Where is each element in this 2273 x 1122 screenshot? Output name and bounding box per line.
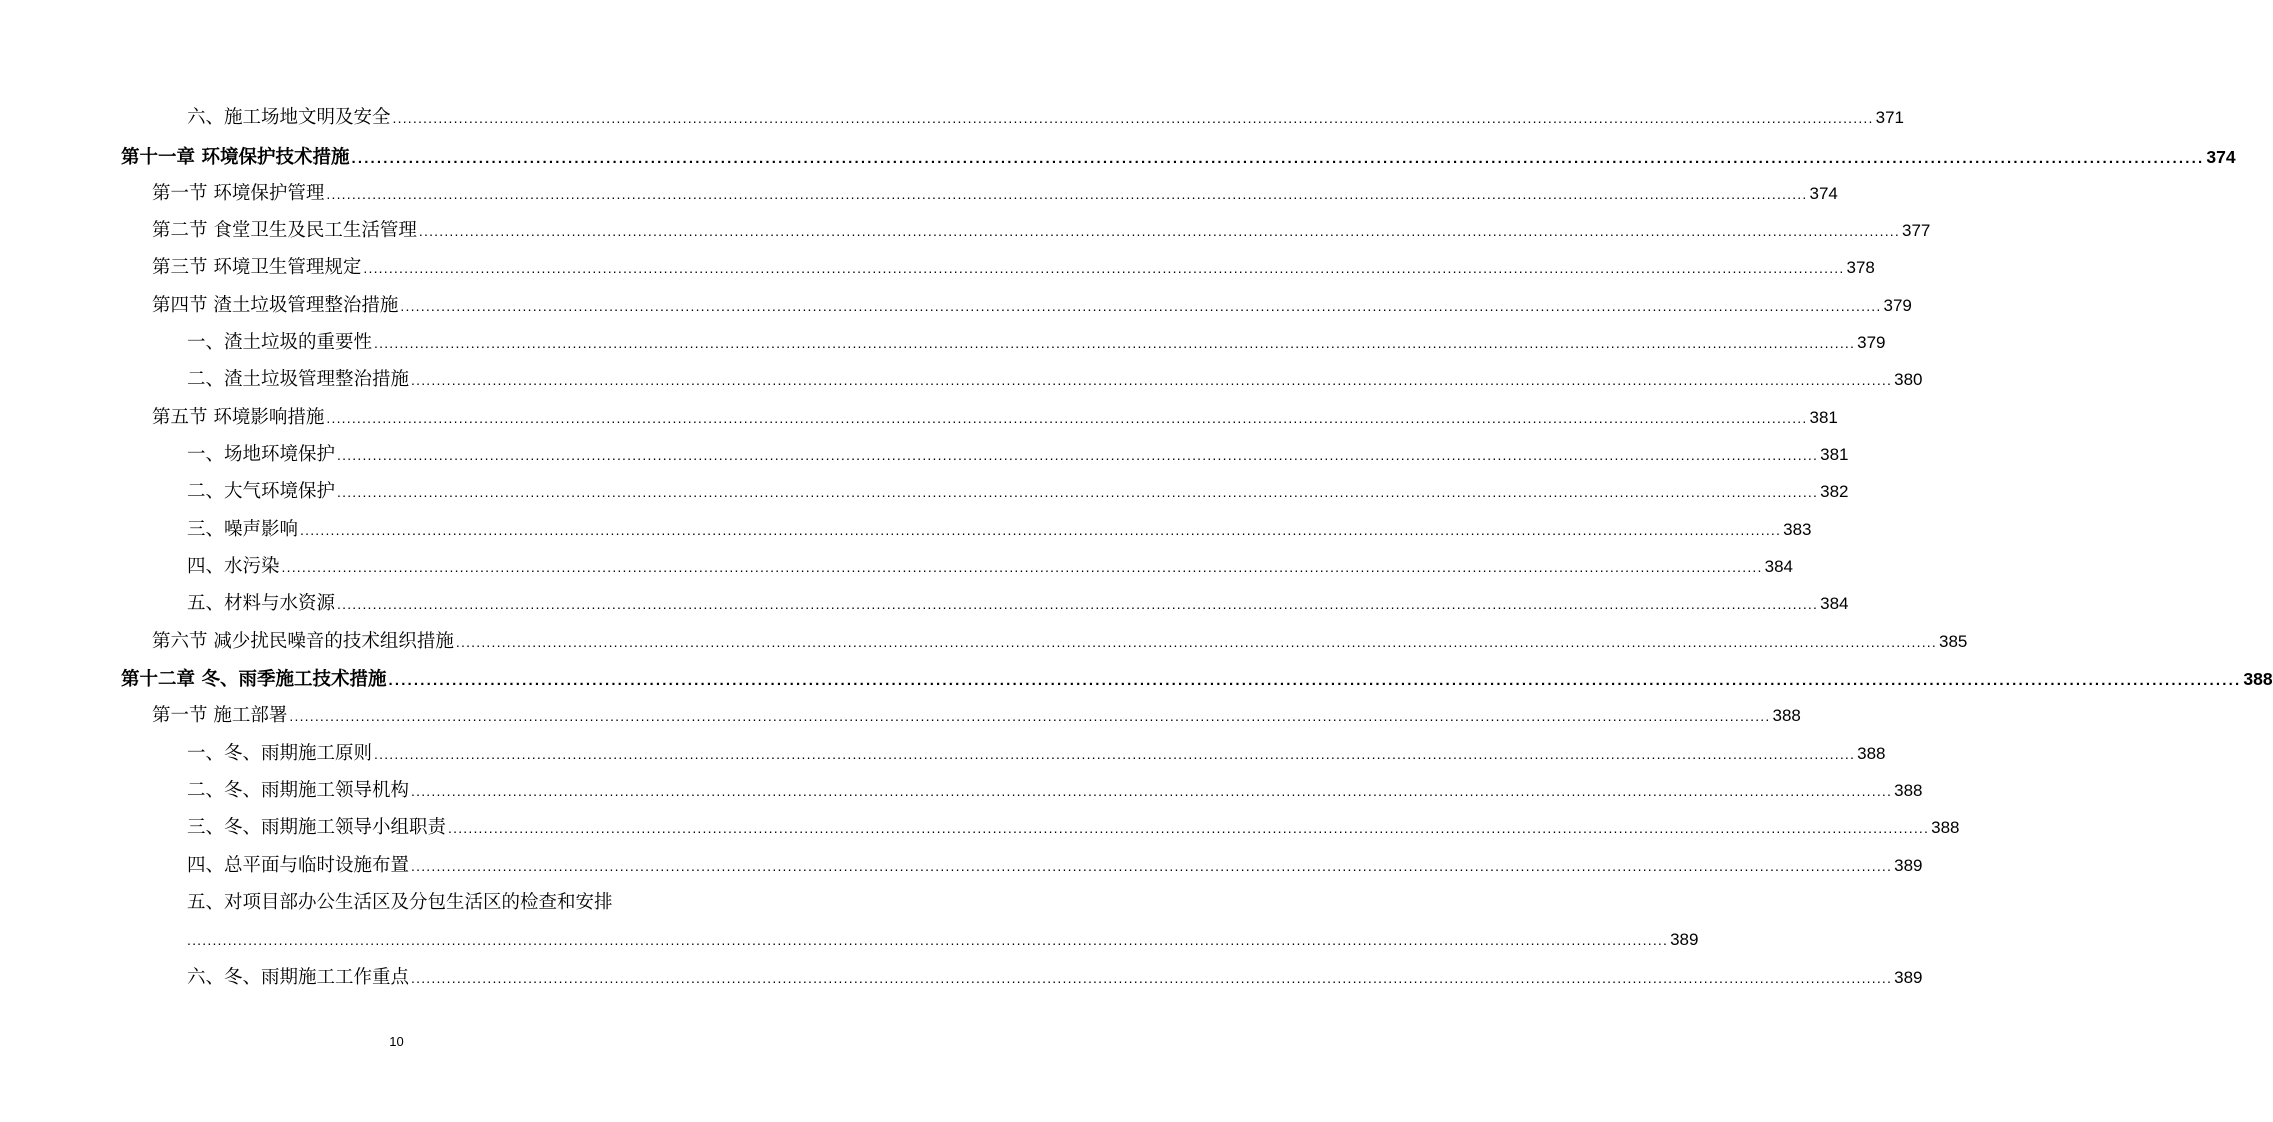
toc-entry-page: 381 xyxy=(1809,408,1838,427)
toc-entry-page: 389 xyxy=(1894,856,1923,875)
toc-dot-leader: ................................................................................................................................................................................................................................................................................................... xyxy=(326,186,1808,202)
toc-dot-leader: ................................................................................................................................................................................................................................................................................................... xyxy=(374,335,1856,351)
toc-entry-title: 一、冬、雨期施工原则 xyxy=(187,743,373,764)
toc-entry-title: 第十一章 环境保护技术措施 xyxy=(121,147,350,168)
toc-entry-page: 388 xyxy=(2243,669,2273,689)
toc-entry-title: 第三节 环境卫生管理规定 xyxy=(152,257,362,278)
toc-dot-leader: ................................................................................................................................................................................................................................................................................................... xyxy=(300,522,1782,538)
toc-dot-leader: ................................................................................................................................................................................................................................................................................................... xyxy=(363,260,1845,276)
toc-entry-title: 第二节 食堂卫生及民工生活管理 xyxy=(152,220,417,241)
toc-entry[interactable] xyxy=(0,366,1923,394)
toc-entry-page: 371 xyxy=(1875,108,1904,127)
toc-dot-leader: ................................................................................................................................................................................................................................................................................................... xyxy=(455,634,1937,650)
toc-entry-title: 六、冬、雨期施工工作重点 xyxy=(187,967,410,988)
toc-entry[interactable] xyxy=(0,702,1801,730)
toc-entry-title: 四、总平面与临时设施布置 xyxy=(187,855,410,876)
toc-entry[interactable] xyxy=(0,254,1875,282)
toc-dot-leader: ................................................................................................................................................................................................................................................................................................... xyxy=(388,672,2242,689)
toc-dot-leader: ................................................................................................................................................................................................................................................................................................... xyxy=(374,746,1856,762)
toc-dot-leader: ................................................................................................................................................................................................................................................................................................... xyxy=(411,970,1893,986)
toc-entry[interactable] xyxy=(0,628,1968,656)
toc-entry-page: 379 xyxy=(1857,333,1886,352)
toc-dot-leader: ................................................................................................................................................................................................................................................................................................... xyxy=(337,596,1819,612)
toc-entry[interactable] xyxy=(0,329,1886,357)
toc-entry-title: 二、冬、雨期施工领导机构 xyxy=(187,780,410,801)
toc-entry[interactable] xyxy=(0,104,1904,132)
toc-entry-page: 385 xyxy=(1938,632,1968,651)
toc-entry[interactable] xyxy=(0,814,1960,842)
toc-dot-leader: ................................................................................................................................................................................................................................................................................................... xyxy=(400,298,1882,314)
toc-entry-title: 一、渣土垃圾的重要性 xyxy=(187,332,373,353)
toc-entry-title: 三、噪声影响 xyxy=(187,519,299,540)
toc-entry[interactable] xyxy=(0,478,1849,506)
toc-dot-leader: ................................................................................................................................................................................................................................................................................................... xyxy=(187,932,1669,948)
toc-entry[interactable] xyxy=(0,590,1849,618)
toc-dot-leader: ................................................................................................................................................................................................................................................................................................... xyxy=(418,223,1900,239)
toc-entry-page: 374 xyxy=(1809,184,1838,203)
toc-entry[interactable] xyxy=(0,292,1912,320)
toc-entry-page: 378 xyxy=(1846,258,1875,277)
toc-entry[interactable] xyxy=(0,516,1812,544)
toc-entry[interactable] xyxy=(0,180,1838,208)
toc-entry[interactable] xyxy=(0,217,1931,245)
toc-entry-title: 一、场地环境保护 xyxy=(187,444,336,465)
toc-entry-title: 五、材料与水资源 xyxy=(187,593,336,614)
toc-entry[interactable] xyxy=(0,964,1923,992)
toc-entry-page: 389 xyxy=(1894,968,1923,987)
toc-entry-title: 第十二章 冬、雨季施工技术措施 xyxy=(121,669,387,690)
toc-entry-title: 五、对项目部办公生活区及分包生活区的检查和安排 xyxy=(187,892,613,913)
toc-entry-page: 384 xyxy=(1764,557,1793,576)
toc-entry-title: 第一节 施工部署 xyxy=(152,705,288,726)
toc-entry-title: 第六节 减少扰民噪音的技术组织措施 xyxy=(152,631,454,652)
toc-entry-title: 第五节 环境影响措施 xyxy=(152,407,325,428)
toc-entry-page: 384 xyxy=(1820,594,1849,613)
toc-entry-page: 389 xyxy=(1670,930,1699,949)
toc-dot-leader: ................................................................................................................................................................................................................................................................................................... xyxy=(326,410,1808,426)
toc-dot-leader: ................................................................................................................................................................................................................................................................................................... xyxy=(289,708,1771,724)
toc-dot-leader: ................................................................................................................................................................................................................................................................................................... xyxy=(337,447,1819,463)
toc-entry[interactable] xyxy=(0,553,1793,581)
toc-dot-leader: ................................................................................................................................................................................................................................................................................................... xyxy=(281,559,1763,575)
toc-entry-title: 二、渣土垃圾管理整治措施 xyxy=(187,369,410,390)
toc-entry-page: 388 xyxy=(1772,706,1801,725)
toc-dot-leader: ................................................................................................................................................................................................................................................................................................... xyxy=(411,858,1893,874)
toc-dot-leader: ................................................................................................................................................................................................................................................................................................... xyxy=(351,150,2205,167)
toc-dot-leader: ................................................................................................................................................................................................................................................................................................... xyxy=(448,820,1930,836)
toc-entry-title: 第四节 渣土垃圾管理整治措施 xyxy=(152,295,399,316)
toc-dot-leader: ................................................................................................................................................................................................................................................................................................... xyxy=(411,372,1893,388)
toc-entry-page: 388 xyxy=(1931,818,1960,837)
toc-entry-title: 四、水污染 xyxy=(187,556,280,577)
toc-entry-page: 377 xyxy=(1901,221,1931,240)
toc-entry-page: 381 xyxy=(1820,445,1849,464)
toc-entry-page: 379 xyxy=(1883,296,1912,315)
toc-dot-leader: ................................................................................................................................................................................................................................................................................................... xyxy=(411,783,1893,799)
toc-entry-page: 388 xyxy=(1857,744,1886,763)
toc-entry-title: 三、冬、雨期施工领导小组职责 xyxy=(187,817,447,838)
toc-chapter-entry[interactable] xyxy=(0,143,2236,171)
page-number: 10 xyxy=(389,1034,404,1049)
toc-entry-title: 第一节 环境保护管理 xyxy=(152,183,325,204)
toc-chapter-entry[interactable] xyxy=(0,665,2273,693)
toc-dot-leader: ................................................................................................................................................................................................................................................................................................... xyxy=(392,110,1874,126)
toc-entry[interactable] xyxy=(0,404,1838,432)
toc-entry-page: 388 xyxy=(1894,781,1923,800)
toc-entry-page: 374 xyxy=(2206,147,2236,167)
toc-entry-page: 380 xyxy=(1894,370,1923,389)
toc-entry-page: 382 xyxy=(1820,482,1849,501)
toc-entry[interactable] xyxy=(0,740,1886,768)
toc-entry-title: 六、施工场地文明及安全 xyxy=(187,107,391,128)
toc-entry[interactable] xyxy=(0,441,1849,469)
toc-entry-title: 二、大气环境保护 xyxy=(187,481,336,502)
toc-entry-wrapped[interactable] xyxy=(0,889,1699,955)
toc-dot-leader: ................................................................................................................................................................................................................................................................................................... xyxy=(337,484,1819,500)
toc-entry-page: 383 xyxy=(1783,520,1812,539)
toc-entry[interactable] xyxy=(0,777,1923,805)
toc-entry[interactable] xyxy=(0,852,1923,880)
